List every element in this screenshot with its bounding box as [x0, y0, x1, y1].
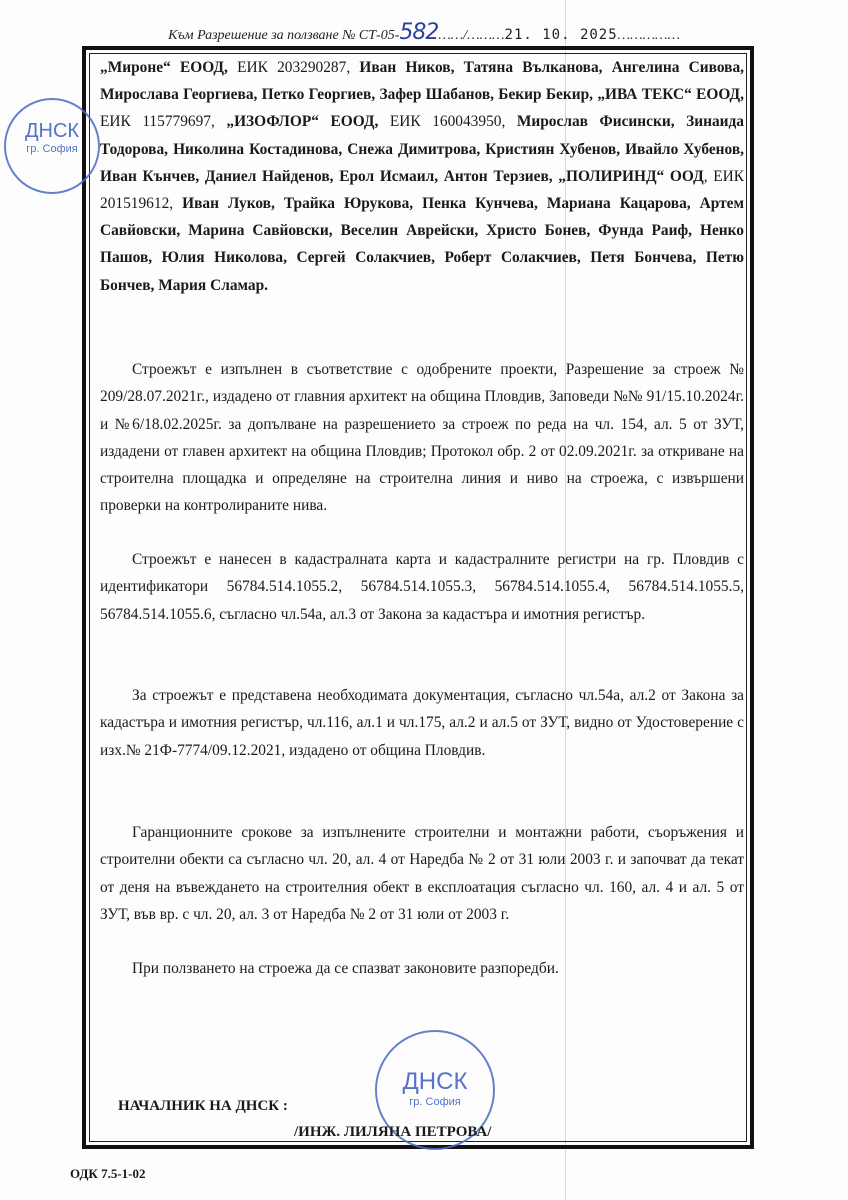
permit-number-handwritten: 582	[399, 20, 439, 45]
party-segment: ЕИК 115779697,	[100, 113, 227, 131]
separator: /	[463, 28, 468, 43]
footer-document-code: ОДК 7.5-1-02	[70, 1166, 146, 1181]
party-segment: , ЕИК 201519612,	[100, 167, 744, 213]
paragraph-compliance: Строежът е изпълнен в съответствие с одобрените проекти, Разрешение за строеж № 209/28.07.2021г., издадено от главния архитект на община Пловдив, Заповеди №№ 91/15.10.2024г. и №6/18.02.2025г. за допълване на разрешението за строеж по реда на чл. 154, ал. 5 от ЗУТ, издадени от главен архитект на община Пловдив; Протокол обр. 2 от 02.09.2021г. за откриване на строителна площадка и определяне на строителна линия и ниво на строежа, с извършени проверки на контролираните нива.	[100, 361, 744, 515]
paragraph-documentation: За строежът е представена необходимата документация, съгласно чл.54а, ал.2 от Закона за кадастъра и имотния регистър, чл.116, ал.1 и чл.175, ал.2 и ал.5 от ЗУТ, видно от Удостоверение с изх.№ 21Ф-7774/09.12.2021, издадено от община Пловдив.	[100, 687, 744, 759]
dots-1: ……	[438, 28, 464, 43]
party-segment: „Мироне“ ЕООД,	[100, 59, 228, 76]
signature-title: НАЧАЛНИК НА ДНСК :	[118, 1098, 288, 1114]
party-segment: ЕИК 203290287,	[227, 59, 360, 76]
stamp-city-text: гр. София	[26, 143, 78, 155]
stamp-main-text: ДНСК	[24, 120, 80, 142]
party-segment: Мирослав Фисински, Зинаида Тодорова, Николина Костадинова, Снежа Димитрова, Кристиян Хубенов, Ивайло Хубенов, Иван Кънчев, Даниел Найденов, Ерол Исмаил, Антон Терзиев, „ПОЛИРИНД“ ООД	[100, 113, 744, 185]
permit-reference-header	[0, 20, 848, 45]
stamp-main-text: ДНСК	[402, 1068, 468, 1095]
party-segment: „ИЗОФЛОР“ ЕООД,	[226, 113, 379, 131]
dots-2: ………	[467, 28, 505, 43]
paragraph-warranty: Гаранционните срокове за изпълнените строителни и монтажни работи, съоръжения и строителни обекти са съгласно чл. 20, ал. 4 от Наредба № 2 от 31 юли 2003 г. и започват да текат от деня на въвеждането на строителния обект в експлоатация съгласно чл. 160, ал. 4 и ал. 5 от ЗУТ, във вр. с чл. 20, ал. 3 от Наредба № 2 от 31 юли от 2003 г.	[100, 824, 744, 923]
stamp-city-text: гр. София	[409, 1096, 461, 1108]
dots-3: ……………	[617, 28, 680, 43]
parties-list	[100, 54, 744, 299]
permit-prefix: Към Разрешение за ползване № СТ-05-	[168, 28, 400, 43]
party-segment: Иван Луков, Трайка Юрукова, Пенка Кунчева, Мариана Кацарова, Артем Савйовски, Марина Савйовски, Веселин Аврейски, Христо Бонев, Фунда Раиф, Ненко Пашов, Юлия Николова, Сергей Солакчиев, Роберт Солакчиев, Петя Бончева, Петю Бончев, Мария Сламар.	[100, 195, 744, 294]
signature-name: /ИНЖ. ЛИЛЯНА ПЕТРОВА/	[294, 1124, 492, 1140]
paragraph-cadastre: Строежът е нанесен в кадастралната карта и кадастралните регистри на гр. Пловдив с идентификатори 56784.514.1055.2, 56784.514.1055.3, 56784.514.1055.4, 56784.514.1055.5, 56784.514.1055.6, съгласно чл.54а, ал.3 от Закона за кадастъра и имотния регистър.	[100, 551, 744, 623]
document-body	[100, 54, 744, 977]
paragraph-usage: При ползването на строежа да се спазват законовите разпоредби.	[132, 960, 559, 977]
party-segment: Иван Ников, Татяна Вълканова, Ангелина Сивова, Мирослава Георгиева, Петко Георгиев, Зафер Шабанов, Бекир Бекир, „ИВА ТЕКС“ ЕООД,	[100, 59, 744, 104]
permit-date: 21. 10. 2025	[504, 27, 618, 43]
dnsk-stamp-left	[4, 98, 100, 194]
party-segment: ЕИК 160043950,	[378, 113, 517, 131]
